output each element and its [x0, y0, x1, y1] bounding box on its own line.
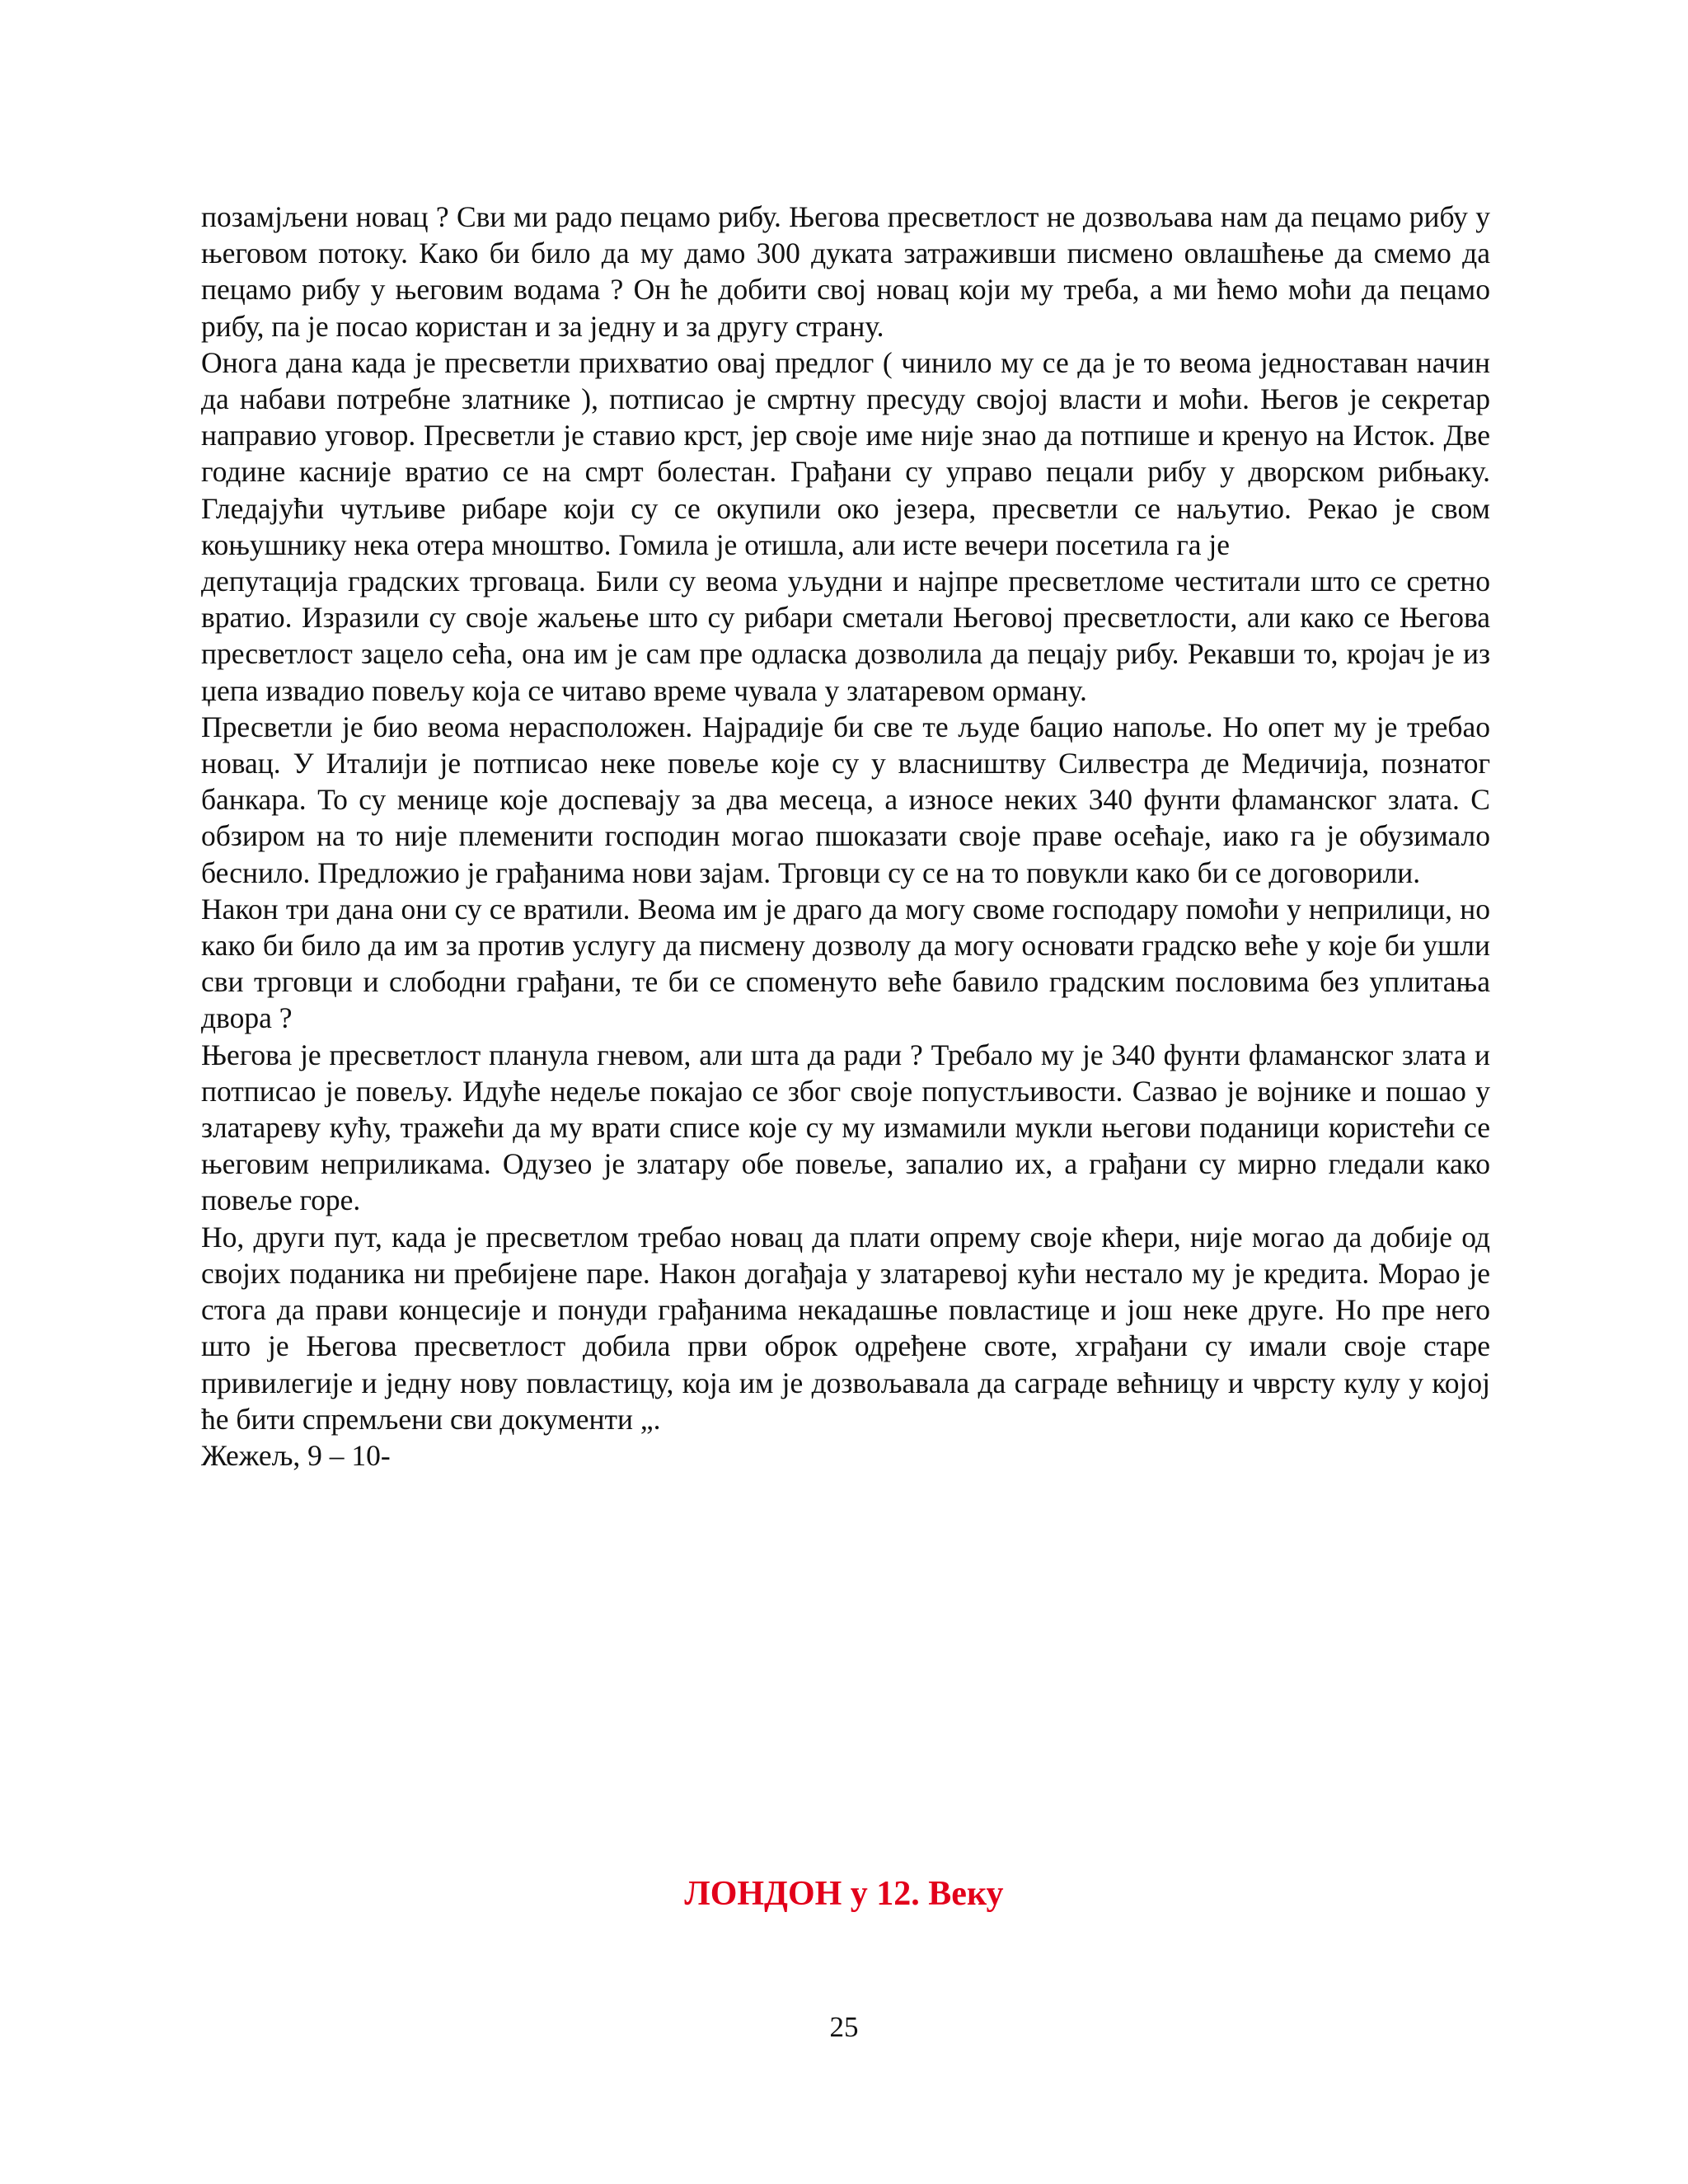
paragraph: позамјљени новац ? Сви ми радо пецамо рибу. Његова пресветлост не дозвољава нам да пецамо рибу у његовом потоку. Како би било да му дамо 300 дуката затраживши писмено овлашћење да смемо да пецамо рибу у његовим водама ? Он ће добити свој новац који му треба, а ми ћемо моћи да пецамо рибу, па је посао користан и за једну и за другу страну.: [201, 200, 1490, 343]
paragraph: депутација градских трговаца. Били су веома уљудни и најпре пресветломе честитали што се сретно вратио. Изразили су своје жаљење што су рибари сметали Његовој пресветлости, али како се Његова пресветлост зацело сећа, она им је сам пре одласка дозволила да пецају рибу. Рекавши то, кројач је из џепа извадио повељу која се читаво време чувала у златаревом орману.: [201, 565, 1490, 707]
paragraph: Његова је пресветлост планула гневом, али шта да ради ? Требало му је 340 фунти фламанског злата и потписао је повељу. Идуће недеље покајао се због своје попустљивости. Сазвао је војнике и пошао у златареву кућу, тражећи да му врати списе које су му измамили мукли његови поданици користећи се његовим неприликама. Одузео је златару обе повеље, запалио их, а грађани су мирно гледали како повеље горе.: [201, 1038, 1490, 1217]
page-number: 25: [829, 2011, 859, 2043]
paragraph: Пресветли је био веома нерасположен. Најрадије би све те људе бацио напоље. Но опет му је требао новац. У Италији је потписао неке повеље које су у власништву Силвестра де Медичија, познатог банкара. То су менице које доспевају за два месеца, а износе неких 340 фунти фламанског злата. С обзиром на то није племенити господин могао пшоказати своје праве осећаје, иако га је обузимало беснило. Предложио је грађанима нови зајам. Трговци су се на то повукли како би се договорили.: [201, 710, 1490, 889]
source-citation: Жежељ, 9 – 10-: [201, 1438, 391, 1472]
paragraph: Након три дана они су се вратили. Веома им је драго да могу своме господару помоћи у неприлици, но како би било да им за против услугу да писмену дозволу да могу основати градско веће у које би ушли сви трговци и слободни грађани, те би се споменуто веће бавило градским пословима без уплитања двора ?: [201, 892, 1490, 1035]
section-heading: ЛОНДОН у 12. Веку: [684, 1875, 1004, 1913]
body-text: [201, 199, 1490, 1474]
paragraph: Но, други пут, када је пресветлом требао новац да плати опрему своје кћери, није могао да добије од својих поданика ни пребијене паре. Након догађаја у златаревој кући нестало му је кредита. Морао је стога да прави концесије и понуди грађанима некадашње повластице и још неке друге. Но пре него што је Његова пресветлост добила први оброк одређене своте, хграђани су имали своје старе привилегије и једну нову повластицу, која им је дозвољавала да саграде већницу и чврсту кулу у којој ће бити спремљени сви документи „.: [201, 1220, 1490, 1436]
paragraph: Онога дана када је пресветли прихватио овај предлог ( чинило му се да је то веома једноставан начин да набави потребне златнике ), потписао је смртну пресуду својој власти и моћи. Његов је секретар направио уговор. Пресветли је ставио крст, јер своје име није знао да потпише и кренуо на Исток. Две године касније вратио се на смрт болестан. Грађани су управо пецали рибу у дворском рибњаку. Гледајући чутљиве рибаре који су се окупили око језера, пресветли се наљутио. Рекао је свом коњушнику нека отера мноштво. Гомила је отишла, али исте вечери посетила га је: [201, 345, 1490, 561]
